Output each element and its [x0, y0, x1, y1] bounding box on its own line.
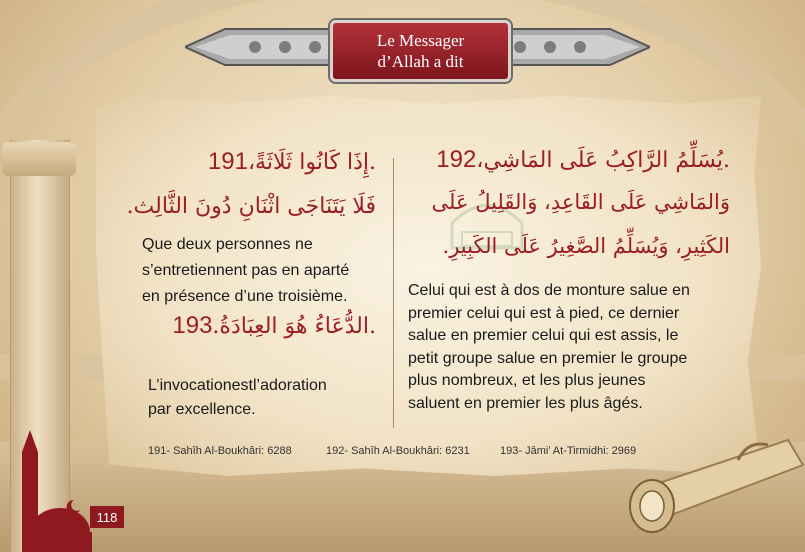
hadith-193-french-line: par excellence.: [148, 401, 256, 418]
hadith-192-number: 192: [436, 146, 477, 173]
hadith-191-arabic-line2: فَلَا يَتَنَاجَى اثْنَانِ دُونَ الثَّالِث.: [126, 194, 376, 219]
banner-title-line1: Le Messager: [376, 31, 465, 50]
hadith-191-french-line: s’entretiennent pas en aparté: [142, 262, 350, 279]
reference-193: 193- Jâmi’ At-Tirmidhi: 2969: [500, 445, 637, 457]
hadith-192-french-line: saluent en premier les plus âgés.: [408, 394, 643, 412]
reference-192: 192- Sahîh Al-Boukhâri: 6231: [326, 445, 470, 457]
page-number-badge: 118: [90, 506, 124, 528]
hadith-192-french-line: salue en premier celui qui est assis, le: [408, 327, 679, 344]
reference-191: 191- Sahîh Al-Boukhâri: 6288: [148, 445, 292, 457]
hadith-193-french: [148, 374, 378, 422]
column-divider: [393, 158, 394, 428]
hadith-193-arabic: .الدُّعَاءُ هُوَ العِبَادَةُ.193: [172, 312, 376, 339]
hadith-192-french-line: petit groupe salue en premier le groupe: [408, 349, 688, 367]
rolled-scroll-icon: [618, 420, 805, 540]
hadith-193-number: 193: [172, 312, 213, 339]
hadith-191-french-line: Que deux personnes ne: [142, 236, 313, 253]
hadith-191-french-line: en présence d’une troisième.: [142, 288, 348, 305]
hadith-193-french-line: L’invocationestl’adoration: [148, 377, 327, 394]
hadith-192-french-line: Celui qui est à dos de monture salue en: [408, 282, 690, 299]
hadith-192-arabic-line1: .يُسَلِّمُ الرَّاكِبُ عَلَى المَاشِي،192: [436, 146, 730, 173]
hadith-191-french: [142, 232, 382, 310]
title-banner: [330, 20, 511, 82]
banner-title-line2: d’Allah a dit: [377, 52, 464, 71]
hadith-191-number: 191: [207, 148, 248, 175]
mosque-silhouette-icon: [0, 422, 92, 552]
hadith-192-french: [408, 280, 738, 415]
hadith-192-arabic-line3: الكَثِيرِ، وَيُسَلِّمُ الصَّغِيرُ عَلَى الكَبِيرِ.: [442, 234, 730, 258]
hadith-191-arabic-line1: .إِذَا كَانُوا ثَلَاثَةً،191: [207, 148, 376, 175]
pillar-capital: [2, 142, 76, 176]
hadith-192-french-line: premier celui qui est à pied, ce dernier: [408, 304, 680, 322]
hadith-192-french-line: plus nombreux, et les plus jeunes: [408, 372, 646, 389]
hadith-192-arabic-line2: وَالمَاشِي عَلَى القَاعِدِ، وَالقَلِيلُ عَلَى: [431, 190, 730, 214]
